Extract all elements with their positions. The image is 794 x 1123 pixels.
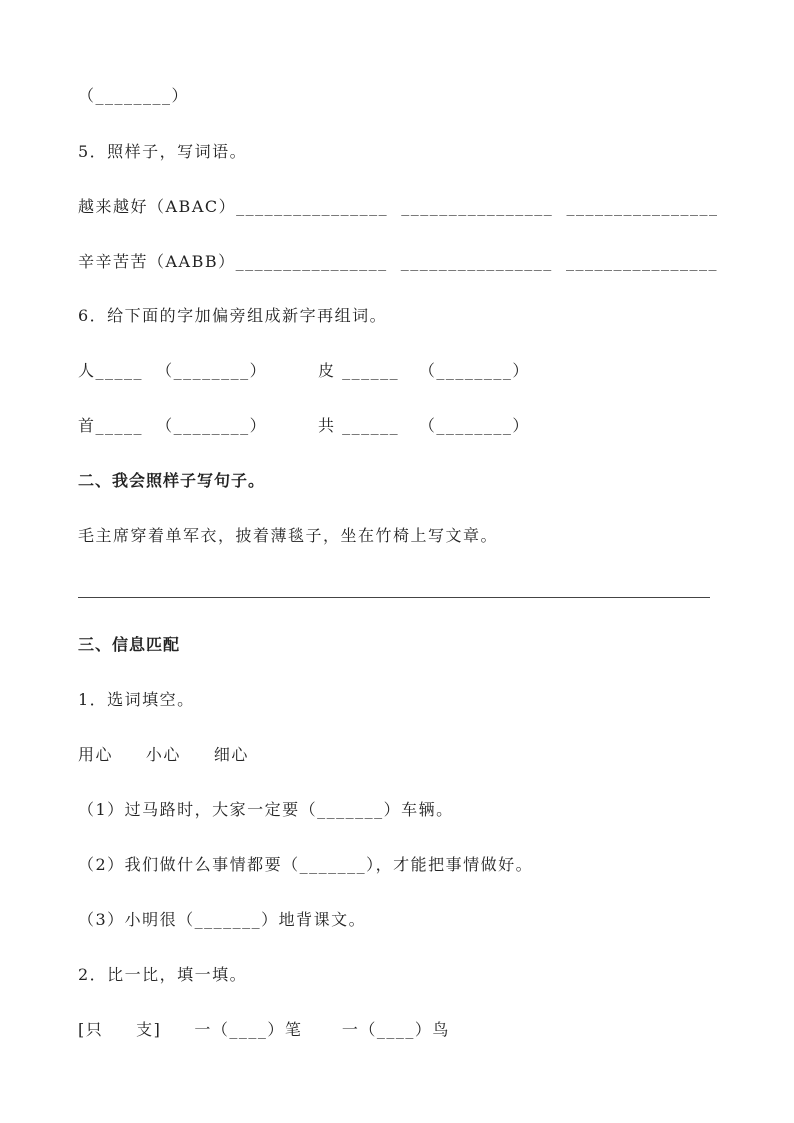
sentence-1: （1）过马路时，大家一定要（_______）车辆。 [78,800,454,819]
word-choices: 用心 小心 细心 [78,745,249,764]
measure-word-row: [只 支] 一（____）笔 一（____）鸟 [78,1020,450,1039]
sentence-3: （3）小明很（_______）地背课文。 [78,910,367,929]
fill-blank-line: （________） [78,86,190,105]
question-5-title: 5．照样子，写词语。 [78,142,248,161]
question-6-row1-right: 皮 ______ （________） [318,361,530,380]
section-2-heading: 二、我会照样子写句子。 [78,471,266,490]
answer-line [78,597,710,598]
example-sentence: 毛主席穿着单军衣，披着薄毯子，坐在竹椅上写文章。 [78,526,499,545]
question-5-aabb-row: 辛辛苦苦（AABB）________________ ________________ ________________ [78,252,718,271]
match-question-2-title: 2．比一比，填一填。 [78,965,248,984]
question-6-title: 6．给下面的字加偏旁组成新字再组词。 [78,306,388,325]
sentence-2: （2）我们做什么事情都要（_______），才能把事情做好。 [78,855,534,874]
section-3-heading: 三、信息匹配 [78,635,181,654]
match-question-1-title: 1．选词填空。 [78,690,195,709]
question-6-row1-left: 人_____ （________） [78,361,268,380]
question-6-row2-right: 共 ______ （________） [318,416,530,435]
question-5-abac-row: 越来越好（ABAC）________________ ________________ ________________ [78,197,719,216]
question-6-row2-left: 首_____ （________） [78,416,268,435]
